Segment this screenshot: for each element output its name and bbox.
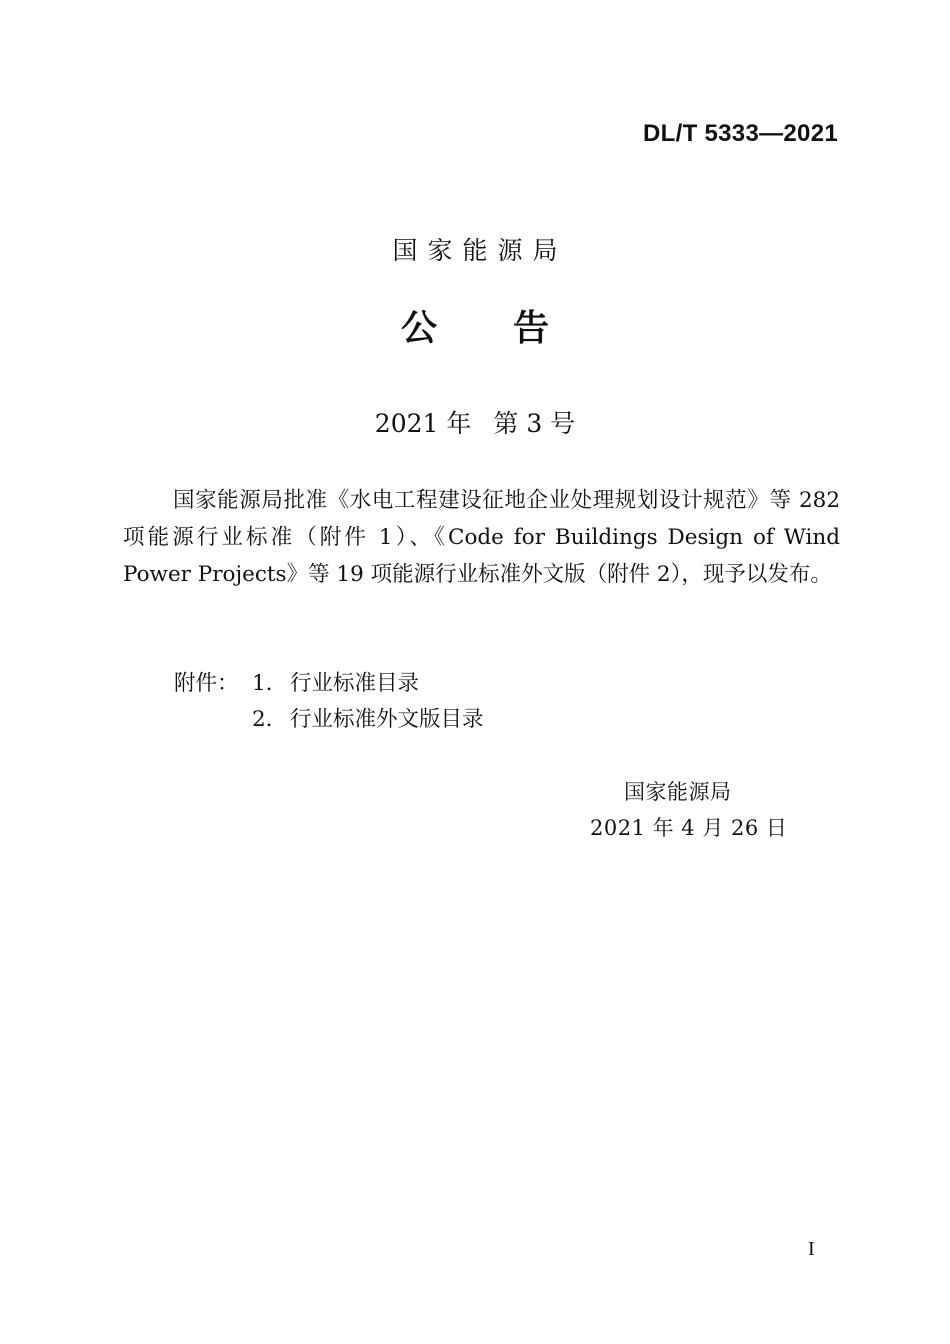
page-number: I bbox=[808, 1238, 815, 1260]
attachments-list bbox=[174, 666, 484, 738]
standard-number: DL/T 5333—2021 bbox=[643, 120, 838, 147]
attachment-item bbox=[174, 702, 484, 738]
signature-date: 2021 年 4 月 26 日 bbox=[590, 816, 788, 840]
attachments-label: 附件： bbox=[174, 671, 239, 696]
document-title: 公告 bbox=[400, 308, 625, 349]
issuer-heading: 国家能源局 bbox=[392, 236, 568, 265]
announcement-serial: 第 3 号 bbox=[493, 409, 576, 438]
body-paragraph: 国家能源局批准《水电工程建设征地企业处理规划设计规范》等 282 项能源行业标准（附件 1）、《Code for Buildings Design of Wind Power Projects》等 19 项能源行业标准外文版（附件 2），现予以发布。 bbox=[123, 488, 840, 587]
attachment-number: 1. bbox=[252, 671, 273, 696]
announcement-year: 2021 年 bbox=[374, 409, 472, 438]
attachment-number: 2. bbox=[252, 707, 273, 732]
attachment-title: 行业标准目录 bbox=[290, 671, 420, 696]
signature-issuer: 国家能源局 bbox=[624, 780, 732, 804]
attachment-item bbox=[174, 666, 484, 702]
announcement-number bbox=[0, 404, 950, 440]
attachment-title: 行业标准外文版目录 bbox=[290, 707, 484, 732]
